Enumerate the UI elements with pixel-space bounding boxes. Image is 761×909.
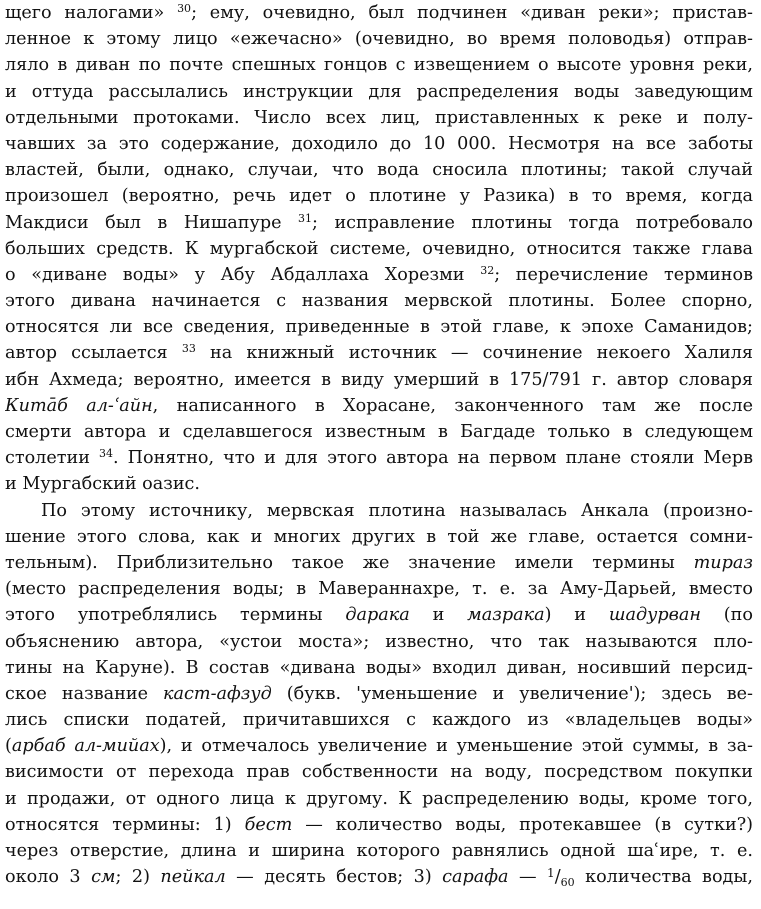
text-segment: и оттуда рассылались инструкции для распределения воды заведующим (5, 81, 753, 102)
text-segment: смерти автора и сделавшегося известным в Багдаде только в следующем (5, 422, 753, 442)
text-segment: — (508, 867, 548, 888)
text-line (5, 157, 753, 183)
text-segment: объяснению автора, «устои моста»; известно, что так называются пло- (5, 631, 753, 652)
italic-term: каст-афзуд (163, 683, 272, 704)
text-segment: шение этого слова, как и многих других в той же главе, остается сомни- (5, 526, 753, 547)
italic-term: Китāб ал-ʿайн (5, 395, 153, 416)
text-line (5, 52, 753, 78)
text-line (5, 629, 753, 655)
text-line (5, 759, 753, 785)
text-line (5, 655, 753, 681)
text-segment: властей, были, однако, случаи, что вода сносила плотины; такой случай (5, 160, 753, 181)
text-segment: тельным). Приблизительно такое же значение имели термины (5, 552, 694, 573)
italic-term: см (91, 867, 116, 888)
footnote-marker: 31 (298, 211, 313, 225)
text-segment: ское название (5, 683, 164, 704)
text-segment: и продажи, от одного лица к другому. К распределению воды, кроме того, (5, 788, 753, 809)
text-segment: и (409, 605, 468, 626)
text-segment: столетии (5, 448, 100, 469)
text-line (5, 419, 753, 445)
text-segment: щего налогами» (5, 3, 178, 23)
text-line (5, 314, 753, 340)
italic-term: бест (244, 814, 293, 835)
text-segment: ; исправление плотины тогда потребовало (312, 212, 753, 233)
text-line (5, 445, 753, 471)
text-line (5, 733, 753, 759)
text-segment: . Понятно, что и для этого автора на первом плане стояли Мерв (113, 448, 753, 469)
italic-term: пейкал (160, 867, 226, 888)
text-line (5, 681, 753, 707)
text-segment: произошел (вероятно, речь идет о плотине у Разика) в то время, когда (5, 186, 753, 207)
text-line (5, 786, 753, 812)
text-line (5, 26, 753, 52)
text-segment: ; перечисление терминов (494, 264, 753, 285)
text-line (5, 210, 753, 236)
text-segment: больших средств. К мургабской системе, очевидно, относится также глава (5, 238, 753, 259)
text-segment: ( (5, 736, 12, 757)
text-segment: Макдиси был в Нишапуре (5, 212, 299, 233)
footnote-marker: 32 (480, 263, 495, 277)
text-segment: этого дивана начинается с названия мервской плотины. Более спорно, (5, 291, 753, 312)
italic-term: мазрака (467, 605, 545, 626)
text-segment: лись списки податей, причитавшихся с каждого из «владельцев воды» (5, 710, 753, 731)
text-line (5, 550, 753, 576)
text-line (5, 393, 753, 419)
text-line (5, 707, 753, 733)
text-line (5, 105, 753, 131)
text-line (5, 812, 753, 838)
text-segment: ибн Ахмеда; вероятно, имеется в виду умерший в 175/791 г. автор словаря (5, 369, 753, 390)
text-line (5, 340, 753, 366)
italic-term: тираз (693, 552, 753, 573)
text-segment: автор ссылается (5, 343, 182, 364)
text-segment: чавших за это содержание, доходило до 10 000. Несмотря на все заботы (5, 133, 753, 154)
text-segment: через отверстие, длина и ширина которого равнялись одной шаʿире, т. е. (5, 841, 753, 861)
footnote-marker: 34 (99, 447, 114, 461)
text-segment: относятся термины: 1) (5, 814, 245, 835)
text-segment: ) и (544, 605, 609, 626)
fraction-numerator: 1 (547, 866, 555, 881)
text-segment: относятся ли все сведения, приведенные в этой главе, к эпохе Саманидов; (5, 317, 753, 338)
italic-term: сарафа (442, 867, 509, 888)
text-segment: По этому источнику, мервская плотина называлась Анкала (произно- (41, 500, 753, 521)
footnote-marker: 33 (181, 342, 196, 356)
italic-term: шадурван (608, 605, 701, 626)
text-segment: ; 2) (115, 867, 161, 888)
footnote-marker: 30 (177, 2, 192, 15)
text-segment: (букв. 'уменьшение и увеличение'); здесь ве- (271, 683, 753, 704)
fraction-denominator: 60 (560, 876, 575, 890)
text-line (5, 131, 753, 157)
text-segment: ), и отмечалось увеличение и уменьшение этой суммы, в за- (159, 736, 753, 757)
paragraph (5, 0, 753, 498)
text-line (5, 602, 753, 628)
text-segment: ленное к этому лицо «ежечасно» (очевидно, во время половодья) отправ- (5, 29, 753, 50)
text-segment: количества воды, (574, 867, 753, 888)
paragraph (5, 498, 753, 891)
text-line (5, 864, 753, 890)
italic-term: арбаб ал-мийах (11, 736, 160, 757)
text-segment: этого употреблялись термины (5, 605, 346, 626)
page-text (5, 0, 753, 909)
text-segment: — десять бестов; 3) (225, 867, 443, 888)
text-segment: ; ему, очевидно, был подчинен «диван реки»; пристав- (191, 3, 753, 23)
text-line (5, 576, 753, 602)
text-segment: отдельными протоками. Число всех лиц, приставленных к реке и полу- (5, 107, 753, 128)
text-line (5, 79, 753, 105)
text-line (5, 367, 753, 393)
text-segment: висимости от перехода прав собственности на воду, посредством покупки (5, 762, 753, 783)
text-line (5, 838, 753, 864)
text-line (5, 262, 753, 288)
text-line (5, 0, 753, 26)
text-segment: и Мургабский оазис. (5, 474, 200, 495)
text-segment: на книжный источник — сочинение некоего Халиля (195, 343, 753, 364)
text-line (5, 236, 753, 262)
text-segment: о «диване воды» у Абу Абдаллаха Хорезми (5, 264, 481, 285)
text-segment: , написанного в Хорасане, законченного там же после (152, 395, 753, 416)
text-line (5, 524, 753, 550)
text-line (5, 471, 753, 497)
text-segment: — количество воды, протекавшее (в сутки?) (292, 814, 753, 835)
text-line (5, 183, 753, 209)
text-line (5, 498, 753, 524)
text-line (5, 288, 753, 314)
text-segment: / (554, 867, 561, 888)
text-segment: ляло в диван по почте спешных гонцов с извещением о высоте уровня реки, (5, 55, 753, 76)
italic-term: дарака (345, 605, 410, 626)
text-segment: тины на Каруне). В состав «дивана воды» входил диван, носивший персид- (5, 657, 753, 678)
text-segment: (место распределения воды; в Мавераннахре, т. е. за Аму-Дарьей, вместо (5, 579, 753, 600)
text-segment: около 3 (5, 867, 92, 888)
text-segment: (по (700, 605, 753, 626)
